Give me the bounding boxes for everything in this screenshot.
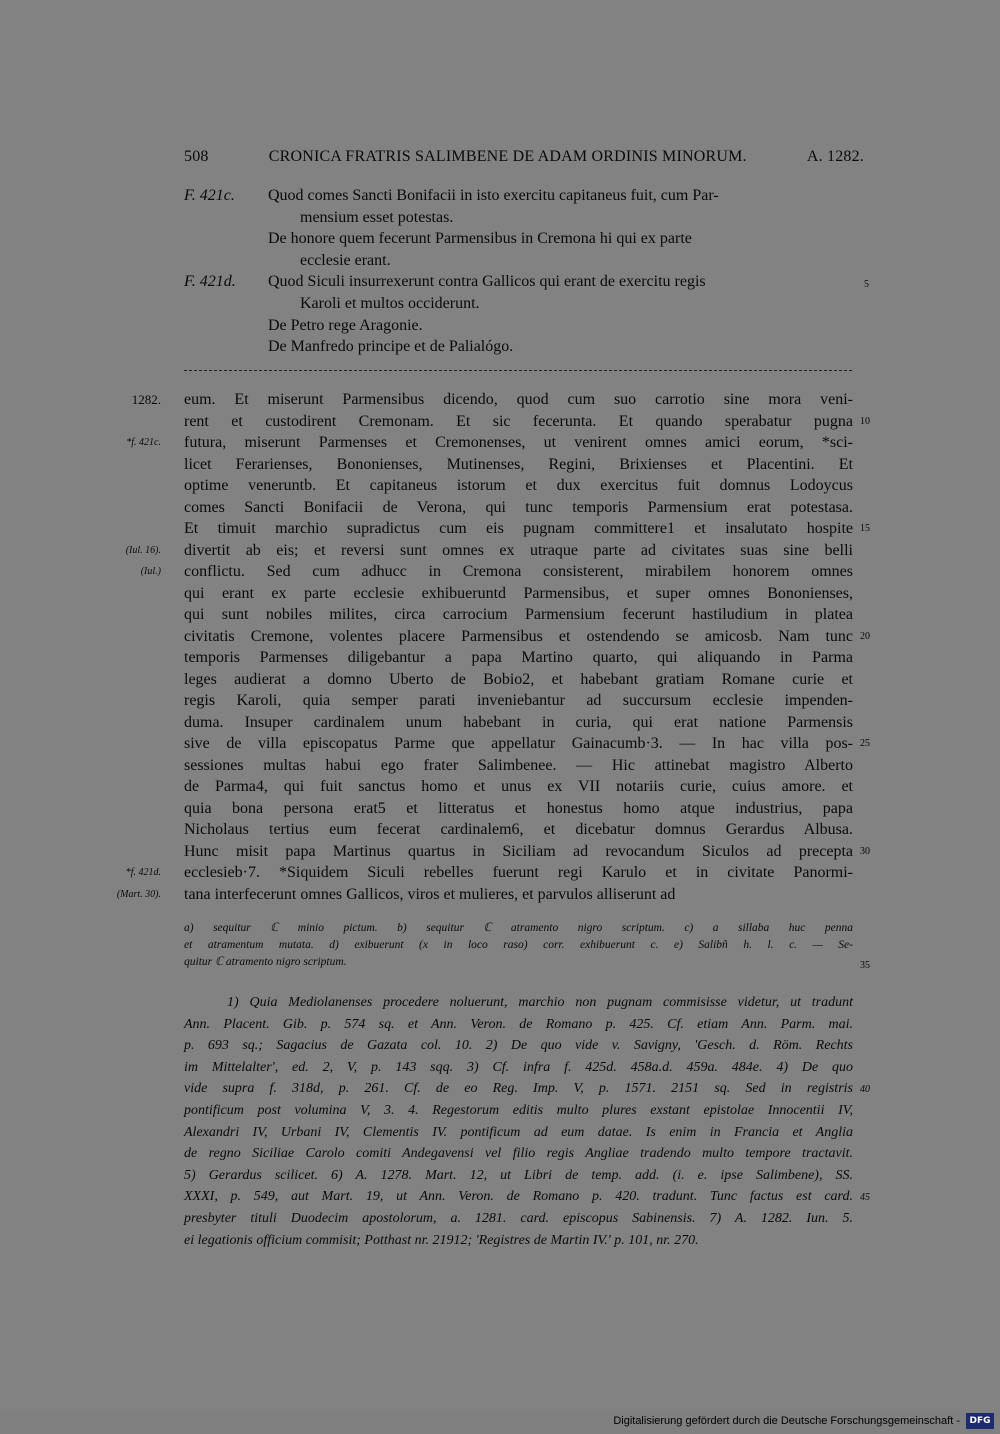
summary-text: Quod comes Sancti Bonifacii in isto exercitu capitaneus fuit, cum Par- [268, 187, 719, 204]
line-number: 25 [860, 738, 870, 749]
summary-text: ecclesie erant. [300, 251, 391, 269]
line-number: 45 [860, 1192, 870, 1204]
summary-text: Karoli et multos occiderunt. [300, 294, 480, 312]
footnote-line: im Mittelalter', ed. 2, V, p. 143 sqq. 3) Cf. infra f. 425d. 458a.d. 459a. 484e. 4) De quo [184, 1059, 853, 1075]
footnote-line: Ann. Placent. Gib. p. 574 sq. et Ann. Veron. de Romano p. 425. Cf. etiam Ann. Parm. mai. [184, 1016, 853, 1032]
header-year: A. 1282. [806, 148, 864, 165]
footnote-line: presbyter tituli Duodecim apostolorum, a. 1281. card. episcopus Sabinensis. 7) A. 1282. Iun. 5. [184, 1210, 853, 1226]
text-line: ecclesieb·7. *Siquidem Siculi rebelles fuerunt regi Karulo et in civitate Panormi- [184, 864, 853, 881]
summary-text: Quod Siculi insurrexerunt contra Gallicos qui erant de exercitu regis [268, 273, 706, 291]
text-line: temporis Parmenses diligebantur a papa Martino quarto, qui aliquando in Parma [184, 649, 853, 666]
text-line: sessiones multas habui ego frater Salimbenee. — Hic attinebat magistro Alberto [184, 756, 853, 774]
text-line: Et timuit marchio supradictus cum eis pugnam committere1 et insalutato hospite [184, 520, 853, 537]
apparatus-line: et atramentum mutata. d) exibuerunt (x in loco raso) corr. exhibuerunt c. e) Salibñ h. l. c. — Se- [184, 939, 853, 951]
footer-credit: Digitalisierung gefördert durch die Deutsche Forschungsgemeinschaft - [613, 1415, 960, 1427]
dfg-logo: DFG [966, 1413, 994, 1429]
text-line: tana interfecerunt omnes Gallicos, viros et mulieres, et parvulos alliserunt ad [184, 885, 676, 903]
running-header [184, 148, 864, 166]
text-line: comes Sancti Bonifacii de Verona, qui tunc temporis Parmensium erat potestasa. [184, 498, 853, 516]
footnote-line: Alexandri IV, Urbani IV, Clementis IV. pontificum ad eum datae. Is enim in Francia et Anglia [184, 1124, 853, 1140]
margin-note: (Mart. 30). [116, 888, 161, 900]
footnote-line: 5) Gerardus scilicet. 6) A. 1278. Mart. 12, ut Libri de temp. add. (i. e. ipse Salimbene), SS. [184, 1167, 853, 1183]
footnotes [184, 992, 870, 1251]
text-line: conflictu. Sed cum adhucc in Cremona consisterent, mirabilem honorem omnes [184, 563, 853, 580]
footnote-line: ei legationis officium commisit; Potthast nr. 21912; 'Registres de Martin IV.' p. 101, nr. 270. [184, 1232, 699, 1248]
footnote-line: p. 693 sq.; Sagacius de Gazata col. 10. 2) De quo vide v. Savigny, 'Gesch. d. Röm. Rechts [184, 1038, 853, 1054]
separator-rule [184, 370, 852, 371]
page-number: 508 [184, 148, 209, 165]
footer-bar [0, 1410, 1000, 1434]
margin-note: *f. 421c. [126, 437, 161, 448]
text-line: licet Ferarienses, Bononienses, Mutinenses, Regini, Brixienses et Placentini. Et [184, 455, 853, 473]
text-line: qui sunt nobiles milites, circa carrocium Parmensium fecerunt hastiludium in platea [184, 606, 853, 623]
text-line: leges audierat a domno Uberto de Bobio2, et habebant gratiam Romane curie et [184, 670, 853, 688]
footnote-line: 1) Quia Mediolanenses procedere noluerunt, marchio non pugnam commisisse videtur, ut tradunt [227, 995, 853, 1010]
footnote-line: pontificum post volumina V, 3. 4. Regestorum editis multo plures exstant epistolae Innocentii IV, [184, 1102, 853, 1118]
text-apparatus [184, 920, 853, 971]
summary-text: De Manfredo principe et de Palialógo. [268, 338, 514, 356]
text-line: futura, miserunt Parmenses et Cremonenses, ut venirent omnes amici eorum, *sci- [184, 434, 853, 451]
text-line: duma. Insuper cardinalem unum habebant in curia, qui erat natione Parmensis [184, 713, 853, 731]
summary-row [184, 293, 864, 315]
summary-text: mensium esset potestas. [300, 208, 454, 226]
summary-text: De Petro rege Aragonie. [268, 316, 423, 334]
summary-row [184, 185, 864, 207]
summary-row [184, 315, 864, 337]
summary-row [184, 271, 864, 293]
apparatus-line: a) sequitur ℂ minio pictum. b) sequitur ℂ atramento nigro scriptum. c) a sillaba huc penna [184, 922, 853, 934]
chapter-summary [184, 185, 864, 358]
line-number: 15 [860, 523, 870, 534]
text-line: eum. Et miserunt Parmensibus dicendo, quod cum suo carrotio sine mora veni- [184, 391, 853, 408]
text-line: quia bona persona erat5 et litteratus et honestus homo atque industrius, papa [184, 799, 853, 817]
margin-note: (Iul.) [140, 566, 161, 577]
footnote-line: XXXI, p. 549, aut Mart. 19, ut Ann. Veron. de Romano p. 420. tradunt. Tunc factus est card. [184, 1189, 853, 1205]
footnote-line: de regno Siciliae Carolo comiti Andegavensi vel filio regis Angliae tradendo multo tempore tractavit. [184, 1146, 853, 1162]
line-number: 10 [860, 415, 870, 427]
folio-reference: F. 421c. [184, 187, 235, 204]
text-line: Nicholaus tertius eum fecerat cardinalem6, et dicebatur domnus Gerardus Albusa. [184, 821, 853, 838]
summary-row [184, 250, 864, 272]
footnote-line: vide supra f. 318d, p. 261. Cf. de eo Reg. Imp. V, p. 1571. 2151 sq. Sed in registris [184, 1081, 853, 1097]
text-line: sive de villa episcopatus Parme que appellatur Gainacumb·3. — In hac villa pos- [184, 735, 853, 752]
text-line: qui erant ex parte ecclesie exhibueruntd Parmensibus, et super omnes Bononienses, [184, 584, 853, 602]
line-number: 35 [860, 960, 870, 971]
line-number: 20 [860, 630, 870, 642]
margin-note: *f. 421d. [125, 867, 161, 878]
line-number: 5 [864, 279, 869, 290]
folio-reference: F. 421d. [184, 273, 236, 291]
margin-note: 1282. [131, 392, 161, 407]
text-line: optime veneruntb. Et capitaneus istorum et dux exercitus fuit domnus Lodoycus [184, 477, 853, 494]
text-line: regis Karoli, quia semper parati inveniebantur ad succursum ecclesie impenden- [184, 692, 853, 709]
apparatus-line: quitur ℂ atramento nigro scriptum. [184, 956, 347, 968]
text-line: de Parma4, qui fuit sanctus homo et unus ex VII notariis curie, cuius amore. et [184, 778, 853, 795]
text-line: civitatis Cremone, volentes placere Parmensibus et ostendendo se amicosb. Nam tunc [184, 627, 853, 645]
main-text [116, 389, 870, 905]
summary-text: De honore quem fecerunt Parmensibus in Cremona hi qui ex parte [268, 230, 692, 248]
text-line: Hunc misit papa Martinus quartus in Siciliam ad revocandum Siculos ad precepta [184, 842, 853, 860]
margin-note: (Iul. 16). [125, 544, 161, 556]
line-number: 40 [860, 1084, 870, 1096]
summary-row [184, 228, 864, 250]
summary-row [184, 336, 864, 358]
line-number: 30 [860, 845, 870, 857]
text-line: divertit ab eis; et reversi sunt omnes ex utraque parte ad civitates suas sine belli [184, 541, 853, 559]
text-line: rent et custodirent Cremonam. Et sic fecerunta. Et quando sperabatur pugna [184, 412, 853, 430]
running-title: CRONICA FRATRIS SALIMBENE DE ADAM ORDINIS MINORUM. [268, 148, 747, 165]
summary-row [184, 207, 864, 229]
